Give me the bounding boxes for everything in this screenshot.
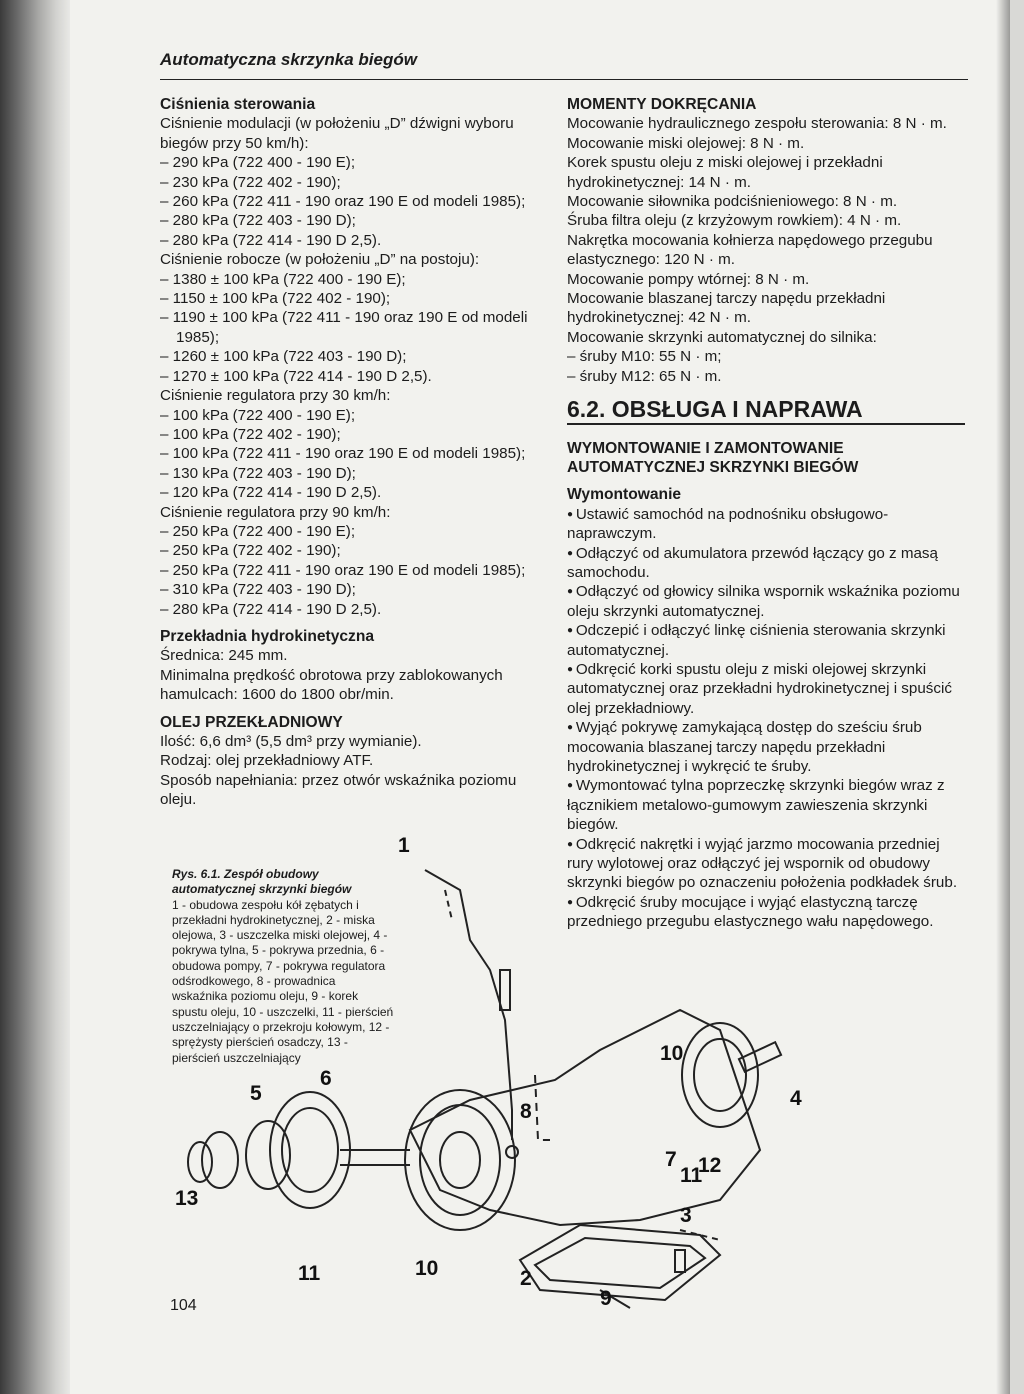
list-item: ● Odkręcić korki spustu oleju z miski olejowej skrzynki automatycznej oraz przekładni hydrokinetycznej i spuścić olej przekładniowy. — [567, 660, 965, 718]
list-item: ● Wyjąć pokrywę zamykającą dostęp do sześciu śrub mocowania blaszanej tarczy napędu przekładni hydrokinetycznej i wykręcić te śruby. — [567, 718, 965, 776]
section-title: 6.2. OBSŁUGA I NAPRAWA — [567, 400, 965, 424]
figure-caption-text: 1 - obudowa zespołu kół zębatych i przekładni hydrokinetycznej, 2 - miska olejowa, 3 - uszczelka miski olejowej, 4 - pokrywa tylna, 5 - pokrywa przednia, 6 - obudowa pompy, 7 - pokrywa regulatora odśrodkowego, 8 - prowadnica wskaźnika poziomu oleju, 9 - korek spustu oleju, 10 - uszczelki, 11 - pierścień uszczelniający o przekroju kołowym, 12 - sprężysty pierścień osadczy, 13 - pierścień uszczelniający — [172, 897, 394, 1065]
callout-label: 6 — [320, 1067, 332, 1090]
list-item: – 100 kPa (722 402 - 190); — [160, 425, 545, 444]
callout-label: 10 — [660, 1042, 684, 1065]
list-item: ● Odkręcić nakrętki i wyjąć jarzmo mocowania przedniej rury wylotowej oraz odłączyć jej wspornik od obudowy skrzynki biegów po oznaczeniu położenia podkładek śrub. — [567, 835, 965, 893]
list-item: ● Odczepić i odłączyć linkę ciśnienia sterowania skrzynki automatycznej. — [567, 621, 965, 660]
list-item: ● Odłączyć od głowicy silnika wspornik wskaźnika poziomu oleju skrzynki automatycznej. — [567, 582, 965, 621]
list-item: ● Ustawić samochód na podnośniku obsługowo-naprawczym. — [567, 505, 965, 544]
removal-heading: Wymontowanie — [567, 486, 682, 504]
list-item: – 1150 ± 100 kPa (722 402 - 190); — [160, 289, 545, 308]
list-item: – 1190 ± 100 kPa (722 411 - 190 oraz 190 E od modeli 1985); — [160, 308, 545, 347]
figure-caption-title: Rys. 6.1. Zespół obudowy automatycznej skrzynki biegów — [172, 867, 352, 897]
torque-line: Korek spustu oleju z miski olejowej i przekładni hydrokinetycznej: 14 N · m. — [567, 154, 883, 191]
procedure-heading: WYMONTOWANIE I ZAMONTOWANIE AUTOMATYCZNEJ SKRZYNKI BIEGÓW — [567, 439, 859, 476]
figure-caption — [172, 867, 394, 1066]
list-item: – śruby M10: 55 N · m; — [567, 347, 965, 366]
oil-pan — [520, 1225, 720, 1300]
list-item: – 1260 ± 100 kPa (722 403 - 190 D); — [160, 347, 545, 366]
list-item: – 310 kPa (722 403 - 190 D); — [160, 580, 545, 599]
oil-fill-method: Sposób napełniania: przez otwór wskaźnika poziomu oleju. — [160, 771, 517, 809]
left-column — [160, 95, 545, 810]
list-item: – 250 kPa (722 400 - 190 E); — [160, 522, 545, 541]
header-rule — [160, 79, 968, 80]
page-number: 104 — [170, 1297, 197, 1314]
list-item: – 230 kPa (722 402 - 190); — [160, 173, 545, 192]
torque-line: Mocowanie hydraulicznego zespołu sterowania: 8 N · m. — [567, 115, 947, 133]
right-column — [567, 95, 965, 932]
list-item: – 1380 ± 100 kPa (722 400 - 190 E); — [160, 270, 545, 289]
list-item: – 1270 ± 100 kPa (722 414 - 190 D 2,5). — [160, 367, 545, 386]
torque-line: Mocowanie blaszanej tarczy napędu przekładni hydrokinetycznej: 42 N · m. — [567, 290, 886, 327]
callout-label: 8 — [520, 1100, 532, 1123]
torque-line: Mocowanie siłownika podciśnieniowego: 8 N · m. — [567, 193, 898, 211]
callout-label: 9 — [600, 1287, 612, 1310]
working-pressure-list — [160, 270, 545, 386]
converter-stall-speed: Minimalna prędkość obrotowa przy zablokowanych hamulcach: 1600 do 1800 obr/min. — [160, 666, 503, 704]
list-item: – 280 kPa (722 403 - 190 D); — [160, 211, 545, 230]
book-binding-shadow — [0, 0, 70, 1394]
callout-label: 5 — [250, 1082, 262, 1105]
torque-line: Mocowanie pompy wtórnej: 8 N · m. — [567, 270, 810, 288]
torque-line: Nakrętka mocowania kołnierza napędowego przegubu elastycznego: 120 N · m. — [567, 231, 933, 269]
governor-30-intro: Ciśnienie regulatora przy 30 km/h: — [160, 387, 391, 405]
oil-quantity: Ilość: 6,6 dm³ (5,5 dm³ przy wymianie). — [160, 733, 422, 750]
converter-diameter: Średnica: 245 mm. — [160, 647, 288, 665]
bell-housing — [405, 1090, 515, 1230]
callout-label: 7 — [665, 1148, 677, 1171]
list-item: – 250 kPa (722 411 - 190 oraz 190 E od modeli 1985); — [160, 561, 545, 580]
converter-heading: Przekładnia hydrokinetyczna — [160, 627, 375, 645]
governor-90-list — [160, 522, 545, 619]
modulation-intro: Ciśnienie modulacji (w położeniu „D” dźwigni wyboru biegów przy 50 km/h): — [160, 115, 514, 152]
torque-line: Mocowanie skrzynki automatycznej do silnika: — [567, 328, 877, 346]
oil-type: Rodzaj: olej przekładniowy ATF. — [160, 752, 374, 770]
list-item: – 260 kPa (722 411 - 190 oraz 190 E od modeli 1985); — [160, 192, 545, 211]
callout-label: 11 — [298, 1262, 321, 1285]
page-edge — [996, 0, 1010, 1394]
list-item: ● Odkręcić śruby mocujące i wyjąć elastyczną tarczę przedniego przegubu elastycznego wału napędowego. — [567, 893, 965, 932]
pressure-heading: Ciśnienia sterowania — [160, 96, 316, 113]
list-item: – 280 kPa (722 414 - 190 D 2,5). — [160, 231, 545, 250]
callout-label: 11 — [680, 1164, 703, 1187]
working-pressure-intro: Ciśnienie robocze (w położeniu „D” na postoju): — [160, 251, 480, 269]
list-item: – śruby M12: 65 N · m. — [567, 367, 965, 386]
list-item: – 290 kPa (722 400 - 190 E); — [160, 153, 545, 172]
list-item: ● Wymontować tylna poprzeczkę skrzynki biegów wraz z łącznikiem metalowo-gumowym zawieszenia skrzynki biegów. — [567, 776, 965, 834]
callout-label: 10 — [415, 1257, 439, 1280]
list-item: – 120 kPa (722 414 - 190 D 2,5). — [160, 483, 545, 502]
torque-bolts-list — [567, 347, 965, 386]
modulation-list — [160, 153, 545, 250]
list-item: ● Odłączyć od akumulatora przewód łączący go z masą samochodu. — [567, 544, 965, 583]
list-item: – 100 kPa (722 400 - 190 E); — [160, 406, 545, 425]
governor-30-list — [160, 406, 545, 503]
running-head: Automatyczna skrzynka biegów — [160, 50, 417, 69]
callout-label: 2 — [520, 1267, 532, 1290]
callout-label: 12 — [698, 1154, 722, 1177]
torque-line: Mocowanie miski olejowej: 8 N · m. — [567, 134, 805, 152]
callout-label: 13 — [175, 1187, 199, 1210]
dipstick-guide-tube — [425, 870, 512, 1140]
list-item: – 250 kPa (722 402 - 190); — [160, 541, 545, 560]
list-item: – 100 kPa (722 411 - 190 oraz 190 E od modeli 1985); — [160, 444, 545, 463]
list-item: – 130 kPa (722 403 - 190 D); — [160, 464, 545, 483]
callout-label: 4 — [790, 1087, 802, 1110]
drain-plug — [675, 1250, 685, 1272]
callout-label: 1 — [398, 834, 410, 857]
oil-heading: OLEJ PRZEKŁADNIOWY — [160, 713, 343, 731]
torque-line: Śruba filtra oleju (z krzyżowym rowkiem): 4 N · m. — [567, 212, 902, 230]
list-item: – 280 kPa (722 414 - 190 D 2,5). — [160, 600, 545, 619]
governor-90-intro: Ciśnienie regulatora przy 90 km/h: — [160, 503, 391, 521]
torque-heading: MOMENTY DOKRĘCANIA — [567, 96, 757, 113]
callout-label: 3 — [680, 1204, 692, 1227]
